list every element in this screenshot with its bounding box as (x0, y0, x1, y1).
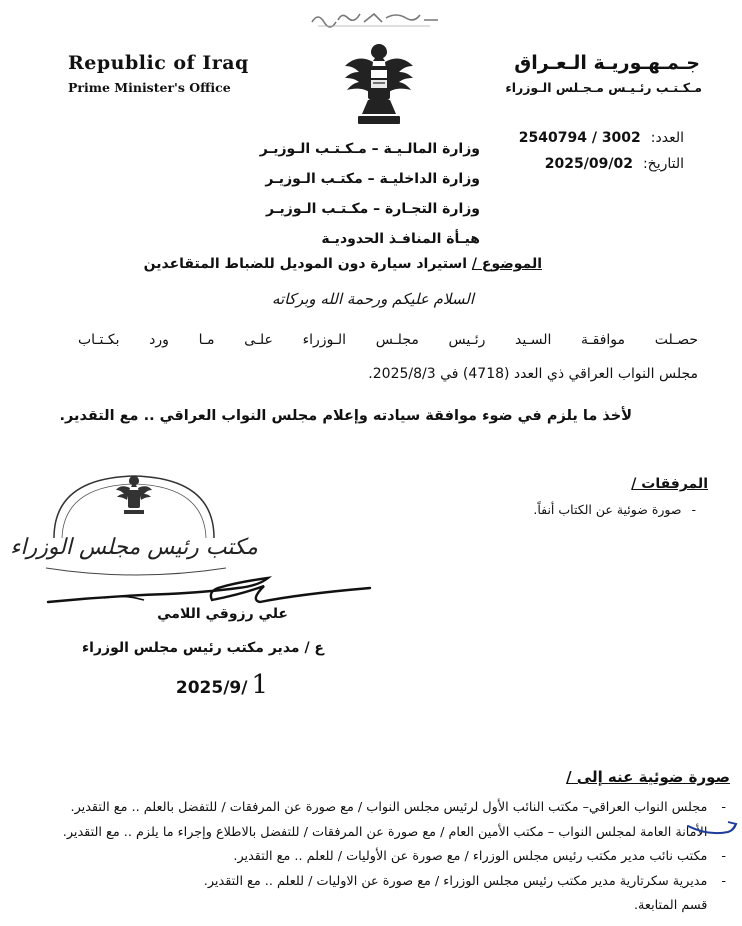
reference-number (519, 130, 684, 146)
recipient-item: وزارة الداخليـة – مكتـب الـوزيـر (265, 171, 480, 187)
attachment-item: -صورة ضوئية عن الكتاب أنفاً. (533, 502, 696, 517)
greeting: السلام عليكم ورحمة الله وبركاته (272, 290, 474, 308)
reference-date-label: التاريخ: (642, 156, 684, 172)
closing-line: لأخذ ما يلزم في ضوء موافقة سيادته وإعلام مجلس النواب العراقي .. مع التقدير. (59, 408, 632, 424)
recipient-item: وزارة المالـيـة – مـكـتـب الـوزيـر (259, 141, 480, 157)
signatory-title: ع / مدير مكتب رئيس مجلس الوزراء (82, 640, 324, 656)
body-line-2: مجلس النواب العراقي ذي العدد (4718) في 2025/8/3. (368, 366, 698, 382)
subject-label: الموضوع / (471, 256, 542, 272)
signature-date-printed: 2025/9/ (175, 678, 248, 698)
basmala-calligraphy (308, 6, 442, 30)
reference-number-label: العدد: (650, 130, 684, 146)
reference-number-value: 2540794 / 3002 (518, 130, 641, 146)
signature-date-handwritten: 1 (251, 670, 268, 700)
subject-line (144, 256, 542, 272)
body-line-1: حصـلت موافقـة السـيد رئـيس مجلـس الـوزراء علـى مـا ورد بكـتـاب (78, 332, 698, 348)
recipient-item: هيـأة المنافـذ الحدوديـة (321, 231, 480, 247)
reference-date (545, 156, 684, 172)
handwritten-arrow-mark (686, 818, 738, 840)
copy-item: -مجلس النواب العراقي– مكتب النائب الأول لرئيس مجلس النواب / مع صورة عن المرفقات / للتفضل بالعلم .. مع التقدير. (70, 800, 726, 815)
arabic-title: جـمـهـوريـة الـعـراق (514, 52, 700, 74)
recipients-list (220, 134, 480, 254)
copy-item: -الأمانة العامة لمجلس النواب – مكتب الأمين العام / مع صورة عن المرفقات / للتفضل بالاطلاع وإجراء ما يلزم .. مع التقدير. (62, 824, 726, 840)
copies-list (0, 796, 726, 919)
recipient-item: وزارة التجـارة – مكـتـب الـوزيـر (266, 201, 480, 217)
copy-item: قسم المتابعة. (633, 898, 708, 913)
iraq-eagle-emblem (342, 40, 416, 132)
copy-item: -مديرية سكرتارية مدير مكتب رئيس مجلس الوزراء / مع صورة عن الاوليات / للعلم .. مع التقدير. (203, 873, 726, 889)
arabic-subtitle: مـكـتـب رئـيـس مـجـلس الـوزراء (505, 80, 702, 95)
seal-calligraphy: مكتب رئيس مجلس الوزراء (10, 535, 258, 560)
english-title: Republic of Iraq (68, 52, 249, 74)
signatory-name: علي رزوقي اللامي (157, 606, 288, 622)
reference-date-value: 2025/09/02 (544, 156, 633, 172)
english-subtitle: Prime Minister's Office (68, 80, 231, 95)
copy-item: -مكتب نائب مدير مكتب رئيس مجلس الوزراء / مع صورة عن الأوليات / للعلم .. مع التقدير. (233, 849, 726, 864)
subject-text: استيراد سيارة دون الموديل للضباط المتقاعدين (143, 256, 468, 272)
copies-heading: صورة ضوئية عنه إلى / (566, 768, 730, 786)
signature-date (176, 670, 268, 700)
attachments-heading: المرفقات / (631, 476, 708, 492)
